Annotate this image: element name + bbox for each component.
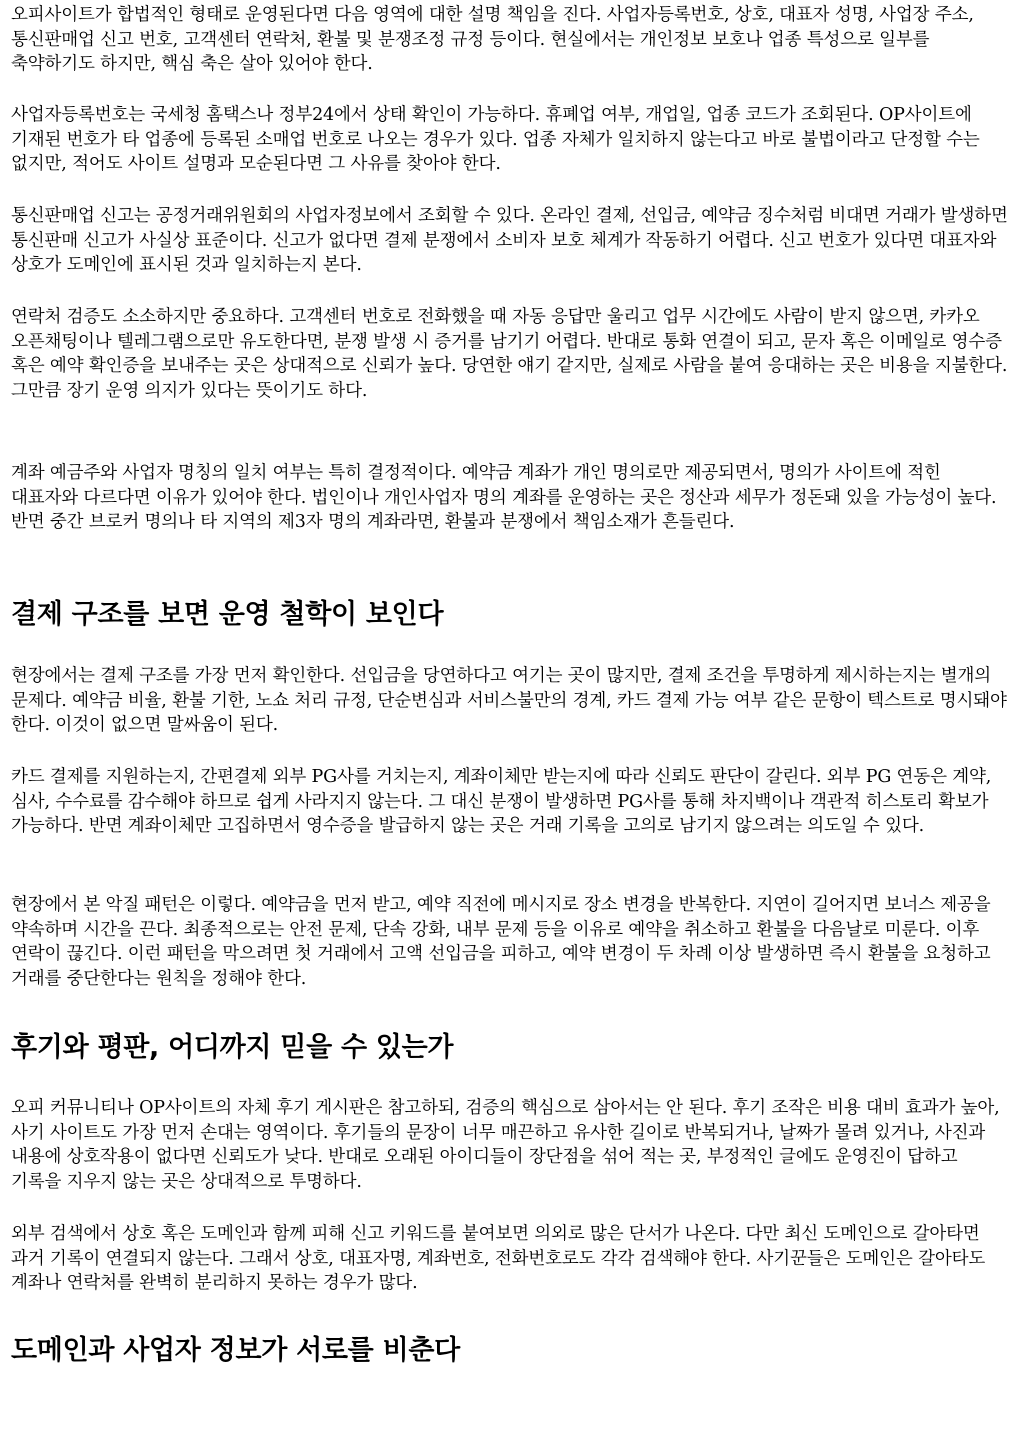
section-heading-payment: 결제 구조를 보면 운영 철학이 보인다 [11, 599, 444, 630]
paragraph-payment-structure: 현장에서는 결제 구조를 가장 먼저 확인한다. 선입금을 당연하다고 여기는 곳이 많지만, 결제 조건을 투명하게 제시하는지는 별개의 문제다. 예약금 비율, 환불 기한, 노쇼 처리 규정, 단순변심과 서비스불만의 경계, 카드 결제 가능 여부 같은 문항이 텍스트로 명시돼야 한다. 이것이 없으면 말싸움이 된다. [11, 666, 1007, 735]
section-heading-domain-business: 도메인과 사업자 정보가 서로를 비춘다 [11, 1335, 460, 1366]
paragraph-fraud-pattern: 현장에서 본 악질 패턴은 이렇다. 예약금을 먼저 받고, 예약 직전에 메시지로 장소 변경을 반복한다. 지연이 길어지면 보너스 제공을 약속하며 시간을 끈다. 최종적으로는 안전 문제, 단속 강화, 내부 문제 등을 이유로 예약을 취소하고 환불을 다음날로 미룬다. 이후 연락이 끊긴다. 이런 패턴을 막으려면 첫 거래에서 고액 선입금을 피하고, 예약 변경이 두 차례 이상 발생하면 즉시 환불을 요청하고 거래를 중단한다는 원칙을 정해야 한다. [11, 895, 991, 989]
paragraph-business-registration: 사업자등록번호는 국세청 홈택스나 정부24에서 상태 확인이 가능하다. 휴폐업 여부, 개업일, 업종 코드가 조회된다. OP사이트에 기재된 번호가 타 업종에 등록된 소매업 번호로 나오는 경우가 있다. 업종 자체가 일치하지 않는다고 바로 불법이라고 단정할 수는 없지만, 적어도 사이트 설명과 모순된다면 그 사유를 찾아야 한다. [11, 105, 980, 174]
paragraph-ecommerce-report: 통신판매업 신고는 공정거래위원회의 사업자정보에서 조회할 수 있다. 온라인 결제, 선입금, 예약금 징수처럼 비대면 거래가 발생하면 통신판매 신고가 사실상 표준이다. 신고가 없다면 결제 분쟁에서 소비자 보호 체계가 작동하기 어렵다. 신고 번호가 있다면 대표자와 상호가 도메인에 표시된 것과 일치하는지 본다. [11, 206, 1008, 275]
paragraph-card-payment: 카드 결제를 지원하는지, 간편결제 외부 PG사를 거치는지, 계좌이체만 받는지에 따라 신뢰도 판단이 갈린다. 외부 PG 연동은 계약, 심사, 수수료를 감수해야 하므로 쉽게 사라지지 않는다. 그 대신 분쟁이 발생하면 PG사를 통해 차지백이나 객관적 히스토리 확보가 가능하다. 반면 계좌이체만 고집하면서 영수증을 발급하지 않는 곳은 거래 기록을 고의로 남기지 않으려는 의도일 수 있다. [11, 767, 992, 836]
paragraph-contact-verification: 연락처 검증도 소소하지만 중요하다. 고객센터 번호로 전화했을 때 자동 응답만 울리고 업무 시간에도 사람이 받지 않으면, 카카오 오픈채팅이나 텔레그램으로만 유도한다면, 분쟁 발생 시 증거를 남기기 어렵다. 반대로 통화 연결이 되고, 문자 혹은 이메일로 영수증 혹은 예약 확인증을 보내주는 곳은 상대적으로 신뢰가 높다. 당연한 얘기 같지만, 실제로 사람을 붙여 응대하는 곳은 비용을 지불한다. 그만큼 장기 운영 의지가 있다는 뜻이기도 하다. [11, 307, 1008, 401]
paragraph-external-search: 외부 검색에서 상호 혹은 도메인과 함께 피해 신고 키워드를 붙여보면 의외로 많은 단서가 나온다. 다만 최신 도메인으로 갈아타면 과거 기록이 연결되지 않는다. 그래서 상호, 대표자명, 계좌번호, 전화번호로도 각각 검색해야 한다. 사기꾼들은 도메인은 갈아타도 계좌나 연락처를 완벽히 분리하지 못하는 경우가 많다. [11, 1224, 986, 1293]
paragraph-account-holder: 계좌 예금주와 사업자 명칭의 일치 여부는 특히 결정적이다. 예약금 계좌가 개인 명의로만 제공되면서, 명의가 사이트에 적힌 대표자와 다르다면 이유가 있어야 한다. 법인이나 개인사업자 명의 계좌를 운영하는 곳은 정산과 세무가 정돈돼 있을 가능성이 높다. 반면 중간 브로커 명의나 타 지역의 제3자 명의 계좌라면, 환불과 분쟁에서 책임소재가 흔들린다. [11, 463, 997, 532]
paragraph-review-boards: 오피 커뮤니티나 OP사이트의 자체 후기 게시판은 참고하되, 검증의 핵심으로 삼아서는 안 된다. 후기 조작은 비용 대비 효과가 높아, 사기 사이트도 가장 먼저 손대는 영역이다. 후기들의 문장이 너무 매끈하고 유사한 길이로 반복되거나, 날짜가 몰려 있거나, 사진과 내용에 상호작용이 없다면 신뢰도가 낮다. 반대로 오래된 아이디들이 장단점을 섞어 적는 곳, 부정적인 글에도 운영진이 답하고 기록을 지우지 않는 곳은 상대적으로 투명하다. [11, 1098, 1000, 1192]
section-heading-reviews: 후기와 평판, 어디까지 믿을 수 있는가 [11, 1032, 454, 1063]
paragraph-business-disclosure: 오피사이트가 합법적인 형태로 운영된다면 다음 영역에 대한 설명 책임을 진다. 사업자등록번호, 상호, 대표자 성명, 사업장 주소, 통신판매업 신고 번호, 고객센터 연락처, 환불 및 분쟁조정 규정 등이다. 현실에서는 개인정보 보호나 업종 특성으로 일부를 축약하기도 하지만, 핵심 축은 살아 있어야 한다. [11, 5, 974, 74]
